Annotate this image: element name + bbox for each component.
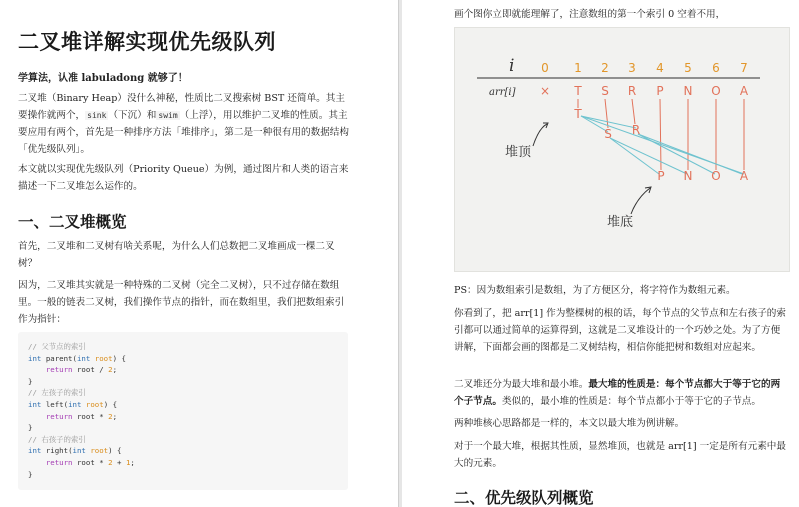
min-heap-property: 类似的，最小堆的性质是：每个节点都小于等于它的子节点。 xyxy=(501,396,761,407)
heap-array-figure xyxy=(454,27,790,272)
index-label: i xyxy=(509,56,515,76)
index-1: 1 xyxy=(574,61,582,75)
code-type: int xyxy=(68,399,82,409)
code-comment-left: // 左孩子的索引 xyxy=(28,388,86,398)
root-index-paragraph: 你看到了，把 arr[1] 作为整棵树的根的话，每个节点的父节点和左右孩子的索引都可以通过简单的运算得到，这就是二叉堆设计的一个巧妙之处。为了方便讲解，下面都会画的图都是二叉树结构，相信你能把树和数组对应起来。 xyxy=(454,308,786,353)
code-return: return xyxy=(45,457,73,467)
code-brace: } xyxy=(28,423,33,433)
relation-paragraph: 首先，二叉堆和二叉树有啥关系呢，为什么人们总数把二叉堆画成一棵二叉树？ xyxy=(18,241,335,269)
intro-text-b: （下沉）和 xyxy=(108,110,157,121)
code-op: * xyxy=(99,457,104,467)
section-heading-heap-overview: 一、二叉堆概览 xyxy=(18,212,127,231)
code-block: // 父节点的索引 int parent(int root) { return root / 2; } // 左孩子的索引 int left(int root) { return root * 2; } // 右孩子的索引 int right(int root) { return root * 2 + 1; } xyxy=(18,332,348,490)
link-4 xyxy=(660,99,661,170)
link-2 xyxy=(605,99,608,128)
tree-node-n: N xyxy=(683,169,693,183)
article-title: 二叉堆详解实现优先级队列 xyxy=(18,29,276,54)
ps-note: PS：因为数组索引是数组，为了方便区分，将字符作为数组元素。 xyxy=(454,285,736,296)
array-item-2: S xyxy=(601,84,609,98)
index-to-tree-links xyxy=(578,99,744,170)
tree-node-r: R xyxy=(631,123,641,137)
code-op: * xyxy=(99,411,104,421)
core-idea-paragraph: 两种堆核心思路都是一样的，本文以最大堆为例讲解。 xyxy=(454,418,685,429)
code-type: int xyxy=(28,399,42,409)
array-item-6: O xyxy=(711,84,721,98)
max-min-heap-paragraph xyxy=(454,376,789,410)
index-7: 7 xyxy=(740,61,748,75)
array-item-5: N xyxy=(683,84,693,98)
sink-inline-code: sink xyxy=(87,111,107,120)
tree-edges xyxy=(581,116,744,174)
array-item-4: P xyxy=(656,84,664,98)
purpose-paragraph: 本文就以实现优先级队列（Priority Queue）为例，通过图片和人类的语言来描述一下二叉堆怎么运作的。 xyxy=(18,164,349,192)
code-param: root xyxy=(85,399,104,409)
code-fn-left: left xyxy=(45,399,64,409)
code-comment-parent: // 父节点的索引 xyxy=(28,342,86,351)
code-number: 2 xyxy=(108,411,113,421)
top-arrow-head xyxy=(543,123,548,128)
code-fn-parent: parent xyxy=(45,353,73,363)
index-3: 3 xyxy=(628,61,636,75)
index-5: 5 xyxy=(684,61,692,75)
code-brace: { xyxy=(121,353,126,363)
swim-inline-code: swim xyxy=(158,111,178,120)
code-type: int xyxy=(28,446,42,456)
code-return: return xyxy=(45,365,73,375)
index-4: 4 xyxy=(656,61,664,75)
code-brace: { xyxy=(112,399,118,409)
code-type: int xyxy=(76,353,91,363)
code-return: return xyxy=(45,411,73,421)
code-comment-right: // 右孩子的索引 xyxy=(28,434,86,444)
index-0: 0 xyxy=(541,61,549,75)
edge-s-n xyxy=(610,138,687,174)
code-op: / xyxy=(99,365,104,375)
tree-node-a: A xyxy=(739,169,749,183)
array-item-7: A xyxy=(739,84,749,98)
right-page xyxy=(402,0,799,507)
left-page xyxy=(0,0,398,507)
array-index-paragraph: 因为，二叉堆其实就是一种特殊的二叉树（完全二叉树），只不过存储在数组里。一般的链表二叉树，我们操作节点的指针，而在数组里，我们把数组索引作为指针： xyxy=(18,280,345,325)
intro-text-a: 二叉堆（Binary Heap）没什么神秘，性质比二叉搜索树 BST 还简单。其主要操作就两个， xyxy=(18,93,345,121)
code-type: int xyxy=(72,446,86,456)
max-min-intro: 二叉堆还分为最大堆和最小堆。 xyxy=(454,379,589,390)
empty-slot-mark: × xyxy=(539,84,551,98)
figure-intro-line: 画个图你立即就能理解了，注意数组的第一个索引 0 空着不用， xyxy=(454,9,726,20)
section-heading-priority-queue: 二、优先级队列概览 xyxy=(454,488,594,507)
index-6: 6 xyxy=(712,61,720,75)
top-arrow xyxy=(533,124,547,146)
array-letters xyxy=(573,84,749,98)
array-label: arr[i] xyxy=(489,87,516,98)
array-item-1: T xyxy=(574,84,582,98)
index-row xyxy=(541,61,748,75)
lead-line: 学算法，认准 labuladong 就够了！ xyxy=(18,73,188,84)
tree-node-root: T xyxy=(574,107,582,121)
array-item-3: R xyxy=(627,84,637,98)
code-number: 2 xyxy=(108,365,113,375)
heap-top-annotation: 堆顶 xyxy=(505,145,532,160)
index-2: 2 xyxy=(601,61,609,75)
tree-node-p: P xyxy=(657,169,665,183)
code-param: root xyxy=(90,446,109,456)
code-brace: { xyxy=(117,446,122,456)
heap-figure-svg xyxy=(455,28,791,273)
intro-text-c: （上浮），用以维护二叉堆的性质。其主要应用有两个，首先是一种排序方法「堆排序」，第二是一种很有用的数据结构「优先级队列」。 xyxy=(18,110,349,155)
heap-bottom-annotation: 堆底 xyxy=(607,215,634,230)
bottom-arrow xyxy=(631,188,650,214)
heap-top-paragraph: 对于一个最大堆，根据其性质，显然堆顶，也就是 arr[1] 一定是所有元素中最大的元素。 xyxy=(454,441,786,469)
edge-s-p xyxy=(610,138,659,174)
code-brace: } xyxy=(28,469,33,479)
intro-paragraph xyxy=(18,90,352,158)
code-op: + xyxy=(117,457,122,467)
tree-node-o: O xyxy=(711,169,721,183)
code-fn-right: right xyxy=(45,446,69,456)
tree-node-s: S xyxy=(604,127,612,141)
edge-root-extra xyxy=(581,116,744,174)
code-param: root xyxy=(94,353,113,363)
max-heap-property: 最大堆的性质是：每个节点都大于等于它的两个子节点。 xyxy=(454,379,781,407)
code-number: 2 xyxy=(108,457,113,467)
link-3 xyxy=(632,99,635,124)
code-brace: } xyxy=(28,376,33,386)
code-number: 1 xyxy=(125,457,131,467)
code-type: int xyxy=(28,353,42,363)
